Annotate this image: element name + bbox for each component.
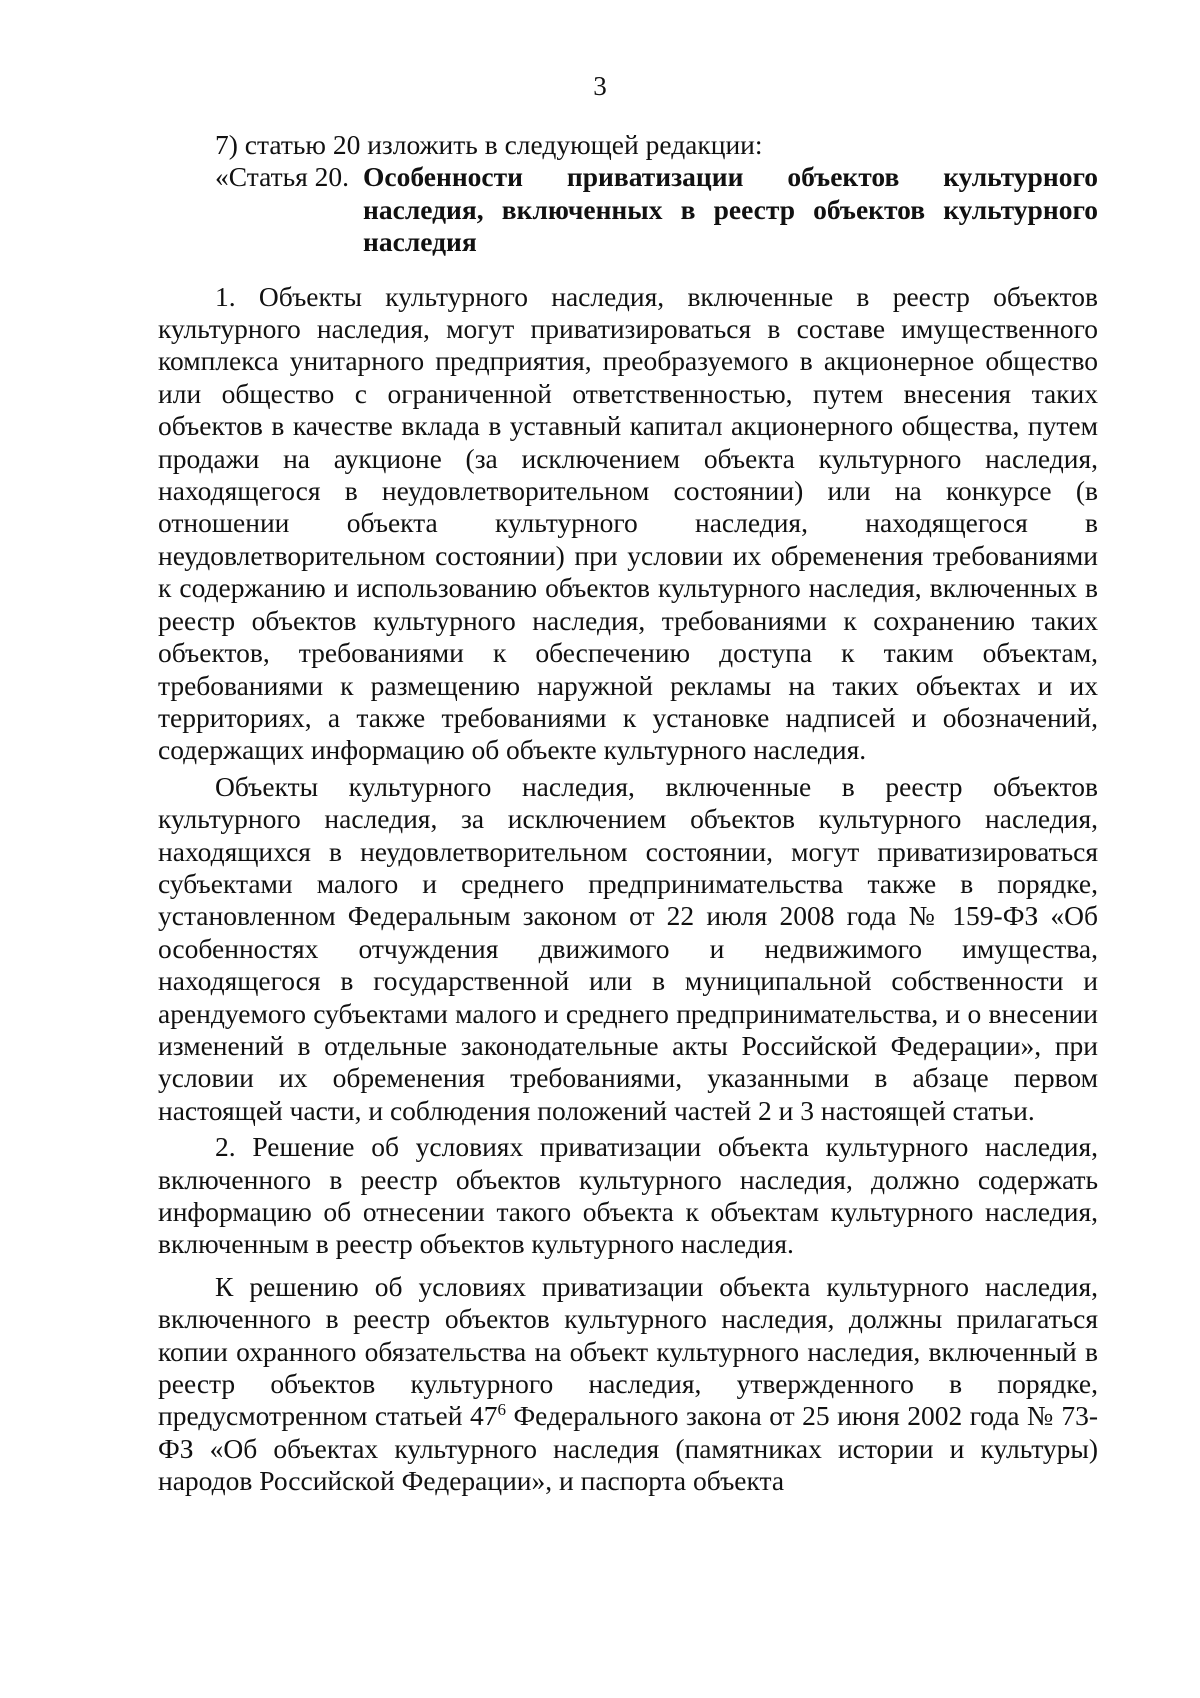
article-heading xyxy=(158,161,1098,258)
paragraph-text-after-superscript: Федерального закона от 25 июня 2002 года № 73-ФЗ «Об объектах культурного наследия (памятниках истории и культуры) народов Российской Федерации», и паспорта объекта xyxy=(158,1400,1098,1497)
paragraph-part-1: 1. Объекты культурного наследия, включенные в реестр объектов культурного наследия, могут приватизироваться в составе имущественного комплекса унитарного предприятия, преобразуемого в акционерное общество или общество с ограниченной ответственностью, путем внесения таких объектов в качестве вклада в уставный капитал акционерного общества, путем продажи на аукционе (за исключением объекта культурного наследия, находящегося в неудовлетворительном состоянии) или на конкурсе (в отношении объекта культурного наследия, находящегося в неудовлетворительном состоянии) при условии их обременения требованиями к содержанию и использованию объектов культурного наследия, включенных в реестр объектов культурного наследия, требованиями к сохранению таких объектов, требованиями к обеспечению доступа к таким объектам, требованиями к размещению наружной рекламы на таких объектах и их территориях, а также требованиями к установке надписей и обозначений, содержащих информацию об объекте культурного наследия. xyxy=(158,280,1098,766)
document-body xyxy=(158,129,1098,1498)
amendment-intro: 7) статью 20 изложить в следующей редакции: xyxy=(215,129,763,160)
article-number: «Статья 20. xyxy=(215,161,350,193)
paragraph-part-1-second: Объекты культурного наследия, включенные в реестр объектов культурного наследия, за исключением объектов культурного наследия, находящихся в неудовлетворительном состоянии, могут приватизироваться субъектами малого и среднего предпринимательства также в порядке, установленном Федеральным законом от 22 июля 2008 года № 159-ФЗ «Об особенностях отчуждения движимого и недвижимого имущества, находящегося в государственной или в муниципальной собственности и арендуемого субъектами малого и среднего предпринимательства, и о внесении изменений в отдельные законодательные акты Российской Федерации», при условии их обременения требованиями, указанными в абзаце первом настоящей части, и соблюдения положений частей 2 и 3 настоящей статьи. xyxy=(158,770,1098,1126)
paragraph-text-before-superscript: К решению об условиях приватизации объекта культурного наследия, включенного в реестр объектов культурного наследия, должны прилагаться копии охранного обязательства на объект культурного наследия, включенный в реестр объектов культурного наследия, утвержденного в порядке, предусмотренном статьей 47 xyxy=(158,1270,1098,1432)
page-number: 3 xyxy=(593,71,607,101)
article-title: Особенности приватизации объектов культурного наследия, включенных в реестр объектов культурного наследия xyxy=(363,161,1098,258)
paragraph-part-2: 2. Решение об условиях приватизации объекта культурного наследия, включенного в реестр объектов культурного наследия, должно содержать информацию об отнесении такого объекта к объектам культурного наследия, включенным в реестр объектов культурного наследия. xyxy=(158,1131,1098,1260)
paragraph-part-2-second xyxy=(158,1271,1098,1498)
article-superscript: 6 xyxy=(497,1400,506,1420)
